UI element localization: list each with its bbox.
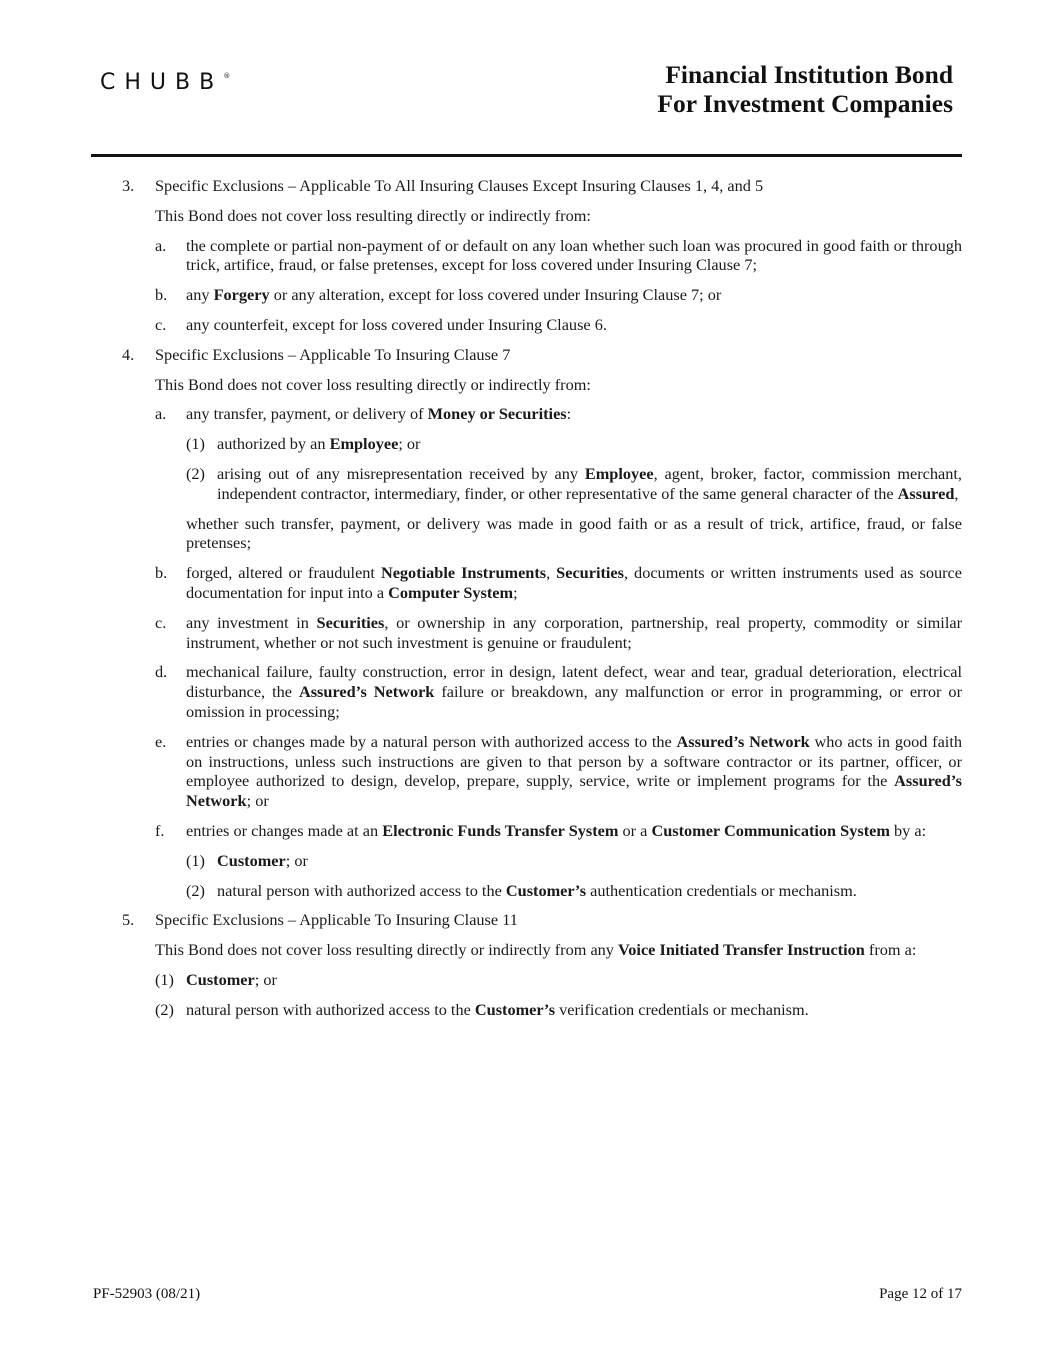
page-number: Page 12 of 17: [879, 1286, 962, 1302]
section-heading: Specific Exclusions – Applicable To Insuring Clause 11: [155, 910, 518, 930]
section-4-item-b: [92, 563, 962, 603]
section-3-item-c: [92, 315, 962, 335]
item-letter: c.: [155, 314, 167, 334]
text-run: ;: [513, 582, 518, 602]
document-body: [92, 176, 962, 1020]
item-letter: c.: [155, 612, 167, 632]
text-run: forged, altered or fraudulent: [186, 563, 381, 583]
item-text: [186, 732, 962, 811]
document-title: [657, 60, 953, 118]
section-4-item-a-2: [92, 464, 962, 504]
section-4-item-c: [92, 613, 962, 653]
section-5-item-2: [92, 1000, 962, 1020]
text-run: who acts in good faith on instructions, unless such instructions are given to that person by a software contractor or its partner, officer, or employee authorized to design, develop, prepare, supply, service, write or implement programs for the: [186, 731, 962, 791]
text-run: authentication credentials or mechanism.: [586, 880, 857, 900]
defined-term: Customer: [217, 850, 286, 870]
header-rule: [91, 154, 962, 157]
section-3-item-b: [92, 285, 962, 305]
text-run: any investment in: [186, 612, 317, 632]
section-number: 4.: [122, 344, 135, 364]
subitem-text: [217, 434, 962, 454]
text-run: any: [186, 285, 214, 305]
item-letter: d.: [155, 662, 168, 682]
section-4-item-a: [92, 404, 962, 424]
defined-term: Assured’s Network: [186, 771, 962, 811]
registered-mark: ®: [223, 72, 231, 80]
text-run: :: [566, 404, 572, 424]
subitem-text: [217, 464, 962, 504]
text-run: or a: [618, 820, 652, 840]
section-5-heading: [92, 910, 962, 930]
item-letter: b.: [155, 285, 168, 305]
form-number: PF-52903 (08/21): [93, 1286, 201, 1302]
section-3-heading: [92, 176, 962, 196]
logo-text: CHUBB: [100, 70, 224, 95]
text-run: , or ownership in any corporation, partnership, real property, commodity or similar instrument, whether or not such investment is genuine or fraudulent;: [186, 612, 962, 652]
section-5-intro: [92, 940, 962, 960]
section-number: 3.: [122, 176, 135, 195]
section-heading: Specific Exclusions – Applicable To Insuring Clause 7: [155, 344, 511, 364]
text-run: This Bond does not cover loss resulting directly or indirectly from any: [155, 940, 619, 960]
defined-term: Securities: [556, 563, 624, 583]
text-run: ; or: [398, 434, 421, 454]
section-4-item-f: [92, 821, 962, 841]
section-4-item-f-2: [92, 881, 962, 901]
item-text: [186, 662, 962, 721]
defined-term: Money or Securities: [427, 404, 567, 424]
defined-term: Computer System: [388, 582, 514, 602]
text-run: mechanical failure, faulty construction, error in design, latent defect, wear and tear, gradual deterioration, electrical disturbance, the: [186, 662, 962, 702]
defined-term: Assured’s Network: [298, 682, 435, 702]
defined-term: Assured: [897, 483, 955, 503]
text-run: entries or changes made by a natural person with authorized access to the: [186, 731, 677, 751]
subitem-number: (1): [155, 969, 174, 989]
defined-term: Customer: [186, 969, 255, 989]
subitem-text: [217, 881, 962, 901]
defined-term: Forgery: [213, 285, 270, 305]
item-letter: a.: [155, 235, 167, 255]
defined-term: Electronic Funds Transfer System: [382, 820, 619, 840]
defined-term: Securities: [316, 612, 385, 632]
item-text: any counterfeit, except for loss covered under Insuring Clause 6.: [186, 314, 607, 334]
text-run: arising out of any misrepresentation received by any: [217, 463, 585, 483]
title-line-1: Financial Institution Bond: [665, 60, 953, 89]
subitem-number: (1): [186, 434, 205, 454]
text-run: ; or: [246, 791, 269, 811]
item-letter: f.: [155, 820, 165, 840]
text-run: , documents or written instruments used as source documentation for input into a: [186, 563, 963, 602]
text-run: verification credentials or mechanism.: [555, 999, 809, 1019]
defined-term: Employee: [584, 463, 654, 483]
section-4-item-f-1: [92, 851, 962, 871]
text-run: or any alteration, except for loss covered under Insuring Clause 7; or: [269, 285, 722, 305]
subitem-text: [217, 851, 962, 871]
text-run: authorized by an: [217, 434, 330, 454]
text-run: from a:: [864, 940, 917, 960]
section-4-item-a-tail: whether such transfer, payment, or delivery was made in good faith or as a result of trick, artifice, fraud, or false pretenses;: [186, 513, 962, 553]
item-text: [186, 563, 962, 603]
section-4-item-d: [92, 662, 962, 721]
subitem-number: (2): [186, 880, 205, 900]
section-3-item-a: [92, 236, 962, 276]
defined-term: Customer’s: [474, 999, 556, 1019]
subitem-text: [186, 970, 962, 990]
item-letter: b.: [155, 563, 168, 583]
section-5-item-1: [92, 970, 962, 990]
defined-term: Customer Communication System: [651, 820, 890, 840]
item-text: [186, 404, 962, 424]
defined-term: Negotiable Instruments: [380, 563, 547, 583]
text-run: by a:: [889, 820, 927, 840]
item-text: the complete or partial non-payment of or default on any loan whether such loan was procured in good faith or through trick, artifice, fraud, or false pretenses, except for loss covered under Insuring Clause 7;: [186, 235, 962, 275]
defined-term: Customer’s: [505, 880, 587, 900]
section-heading: Specific Exclusions – Applicable To All Insuring Clauses Except Insuring Clauses 1, 4, and 5: [155, 176, 764, 195]
subitem-text: [186, 1000, 962, 1020]
text-run: natural person with authorized access to the: [186, 999, 475, 1019]
item-letter: e.: [155, 731, 167, 751]
section-4-item-e: [92, 732, 962, 811]
defined-term: Assured’s Network: [676, 731, 810, 751]
defined-term: Employee: [329, 434, 399, 454]
text-run: entries or changes made at an: [186, 820, 383, 840]
text-run: ; or: [254, 969, 277, 989]
text-run: ,: [546, 563, 557, 583]
title-line-2: For Investment Companies: [657, 89, 953, 118]
section-number: 5.: [122, 910, 135, 930]
section-4-item-a-1: [92, 434, 962, 454]
section-3-intro: This Bond does not cover loss resulting directly or indirectly from:: [155, 205, 591, 225]
subitem-number: (2): [155, 999, 174, 1019]
section-4-intro: This Bond does not cover loss resulting directly or indirectly from:: [155, 374, 591, 394]
text-run: natural person with authorized access to the: [217, 880, 506, 900]
text-run: , agent, broker, factor, commission merchant, independent contractor, intermediary, finder, or other representative of the same general character of the: [217, 463, 962, 503]
text-run: ,: [954, 483, 959, 503]
item-text: [186, 285, 962, 305]
subitem-number: (2): [186, 463, 205, 483]
chubb-logo: [100, 70, 230, 95]
item-letter: a.: [155, 404, 167, 424]
defined-term: Voice Initiated Transfer Instruction: [618, 940, 865, 960]
text-run: ; or: [285, 850, 308, 870]
subitem-number: (1): [186, 850, 205, 870]
section-4-heading: [92, 345, 962, 365]
text-run: failure or breakdown, any malfunction or error in programming, or error or omission in processing;: [186, 682, 962, 721]
item-text: [186, 821, 962, 841]
item-text: [186, 613, 962, 653]
text-run: any transfer, payment, or delivery of: [186, 404, 428, 424]
